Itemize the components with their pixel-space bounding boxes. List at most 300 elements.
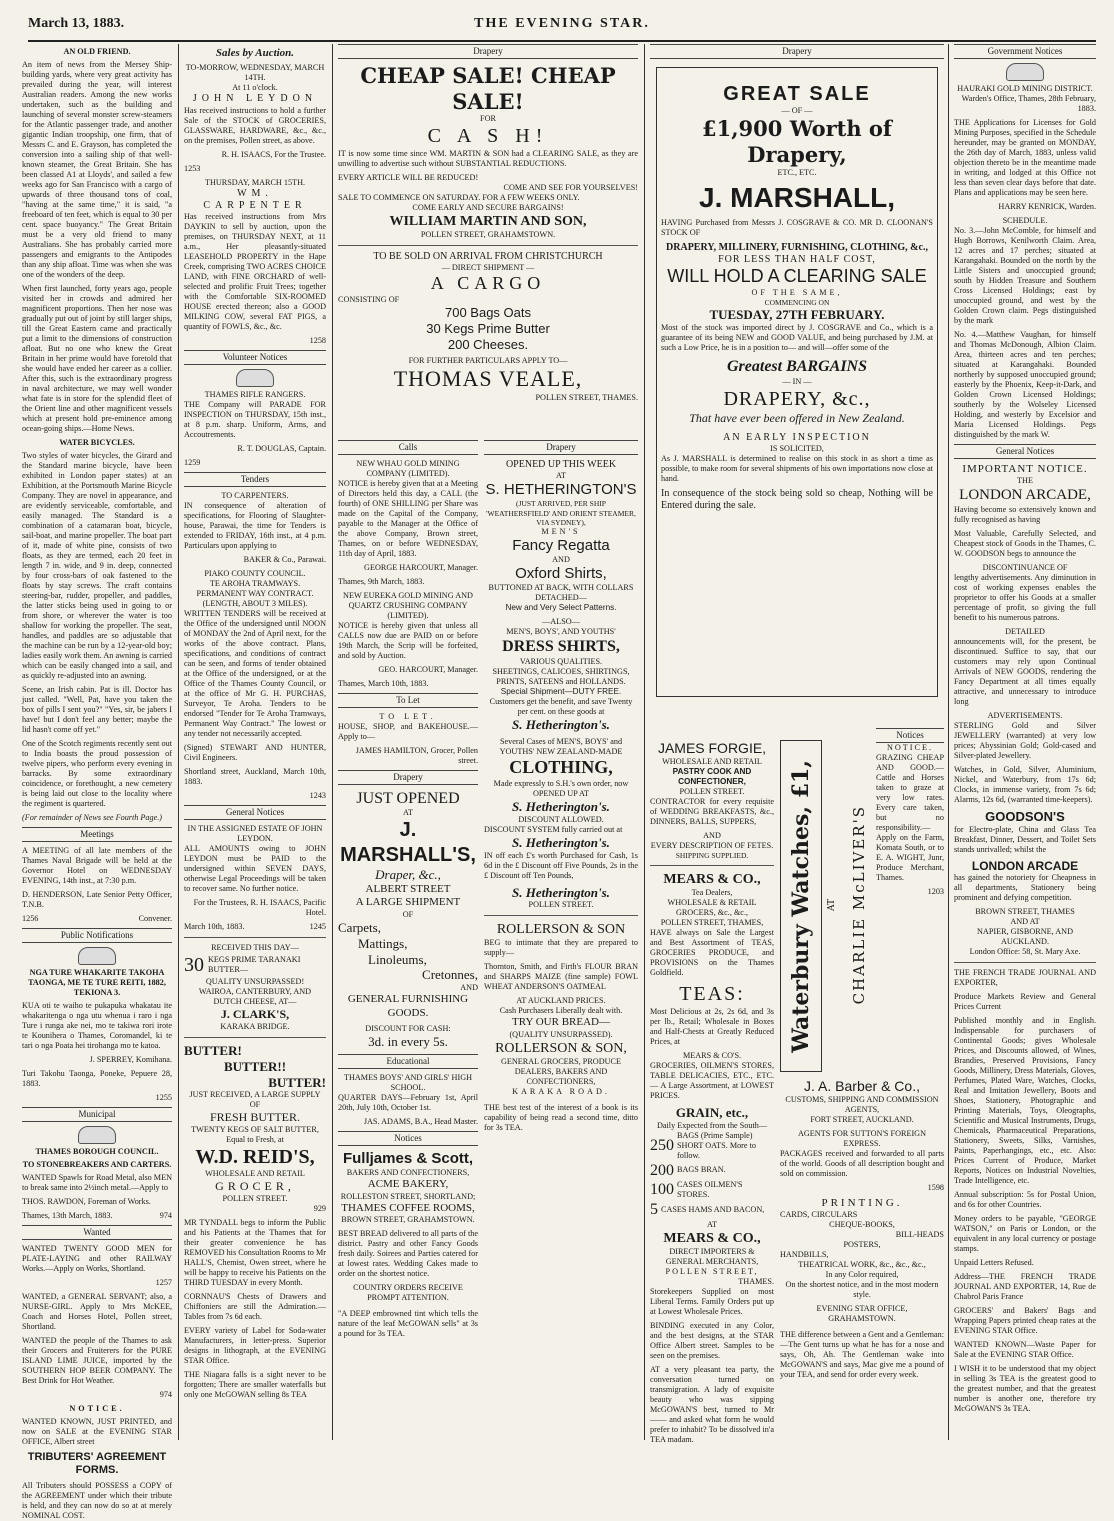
- ad-subtitle: TE AROHA TRAMWAYS.: [209, 578, 301, 588]
- ad-title: TRY OUR BREAD—: [512, 1016, 610, 1029]
- masthead: [28, 14, 1096, 42]
- ad-number: 1245: [309, 921, 326, 931]
- section-header: Educational: [338, 1054, 478, 1069]
- ad-text: SHIPPING SUPPLIED.: [675, 851, 749, 861]
- ad-date: Thames, March 10th, 1883.: [338, 678, 429, 688]
- ad-signature: (Signed) STEWART AND HUNTER, Civil Engineers.: [184, 742, 326, 762]
- ad-text: GROCERIES, OILMEN'S STORES, TABLE DELICACIES, ETC., ETC.— A Large Assortment, at LOWEST PRICES.: [650, 1060, 774, 1100]
- ad-title: TEAS:: [679, 983, 745, 1006]
- ad-text: As J. MARSHALL is determined to realise on this stock in as short a time as possible, to make room for several shipments of his own importations now close at hand.: [661, 453, 933, 483]
- ad-title: THAMES BOYS' AND GIRLS' HIGH SCHOOL.: [343, 1072, 473, 1092]
- ad-title: THE FRENCH TRADE JOURNAL AND EXPORTER,: [954, 968, 1096, 988]
- ad-text: lengthy advertisements. Any diminution in cost of working expenses enables the proprietor to offer his Goods at a smaller percentage of profit, so giving the full benefit to his numerous patrons.: [954, 572, 1096, 622]
- ad-text: for Electro-plate, China and Glass Tea Breakfast, Dinner, Dessert, and Toilet Sets stands unrivalled; whilst the: [954, 824, 1096, 854]
- ad-text: WANTED KNOWN, JUST PRINTED, and now on SALE at the EVENING STAR OFFICE, Albert street: [22, 1416, 172, 1446]
- ad-signature: JAS. ADAMS, B.A., Head Master.: [363, 1116, 478, 1126]
- ad-place: GRAHAMSTOWN.: [828, 1314, 896, 1324]
- ad-title: A CARGO: [430, 272, 546, 293]
- ad-text: Has received instructions from Mrs DAYKIN to sell by auction, upon the premises, on THURSDAY NEXT, at 11 a.m., Her pleasantly-situated LEASEHOLD PROPERTY in the Hape Creek, comprising TWO ACRES CHOICE LAND, with FINE ORCHARD of well-selected and prolific Fruit Trees; together with the Comfortable SIX-ROOMED HOUSE erected thereon; also a GOOD MILKING COW, several FAT PIGS, a quantity of FOWLS, &c., &c.: [184, 211, 326, 331]
- ad-number: 1243: [309, 790, 326, 800]
- ad-text: DISCOUNT ALLOWED.: [518, 814, 604, 824]
- ad-subtitle: Tea Dealers,: [691, 888, 733, 898]
- goods-item: Cretonnes,: [422, 967, 478, 983]
- section-header: Public Notifications: [22, 928, 172, 943]
- ad-signature: GEO. HARCOURT, Manager.: [378, 664, 478, 674]
- ad-text: IN consequence of alteration of specifications, for Flooring of Slaughter-house, Parawai, the time for Tenders is extended to FRIDAY, 16th inst., at 4 p.m. Particulars upon applying to: [184, 500, 326, 550]
- ad-date: March 10th, 1883.: [184, 921, 245, 931]
- ad-title: DETAILED: [1005, 626, 1045, 636]
- great-sale-ad: [656, 67, 938, 697]
- merchant-name: S. HETHERINGTON'S: [485, 481, 637, 499]
- headline: AN OLD FRIEND.: [63, 47, 131, 56]
- ad-title: HAURAKI GOLD MINING DISTRICT.: [957, 83, 1093, 93]
- goods-item: Carpets,: [338, 919, 381, 935]
- ad-text: Thornton, Smith, and Firth's FLOUR BRAN and SHARPS MAIZE (fine sample) FOWL WHEAT ANDERSON'S OATMEAL: [484, 962, 638, 992]
- ad-text: AT: [706, 1219, 717, 1229]
- ad-place: NAPIER, GISBORNE, AND AUCKLAND.: [977, 927, 1073, 947]
- ad-place: POLLEN STREET,: [665, 1266, 759, 1276]
- ad-title: NEW WHAU GOLD MINING COMPANY (LIMITED).: [356, 458, 460, 478]
- ad-place: POLLEN STREET, THAMES.: [535, 393, 638, 403]
- ad-number: 1598: [927, 1183, 944, 1193]
- ad-subtitle: WHOLESALE AND RETAIL: [662, 757, 762, 767]
- ad-text: EVERY DESCRIPTION OF FETES.: [650, 841, 774, 851]
- ad-text: CONSISTING OF: [338, 294, 400, 304]
- ad-text: DISCOUNT SYSTEM fully carried out at: [484, 824, 623, 834]
- ad-signature: R. T. DOUGLAS, Captain.: [237, 443, 326, 453]
- ad-title: TO LET.: [379, 711, 437, 721]
- merchant-name: GOODSON'S: [985, 808, 1065, 824]
- ad-title: GENERAL FURNISHING GOODS.: [347, 993, 469, 1019]
- ad-title: GREAT SALE: [723, 82, 871, 105]
- ad-text: COME AND SEE FOR YOURSELVES!: [503, 182, 638, 192]
- merchant-name: MEARS & CO.,: [663, 872, 761, 888]
- stock-qty: 250: [650, 1136, 674, 1154]
- ad-text: HAVE always on Sale the Largest and Best Assortment of TEAS, GROCERIES PRODUCE, and PROVISIONS on the Thames Goldfield.: [650, 928, 774, 978]
- ad-text: NOTICE is hereby given that at a Meeting of Directors held this day, a CALL (the fourth) of ONE SHILLING per Share was made on the Capital of the Company, payable to the Manager at the Office of the above Company, Brown street, Thames, on or before WEDNESDAY, 11th day of April, 1883.: [338, 478, 478, 558]
- merchant-name: LONDON ARCADE: [971, 858, 1079, 873]
- ad-signature: J. SPERREY, Komihana.: [89, 1054, 172, 1064]
- ad-title: DISCONTINUANCE OF: [982, 562, 1068, 572]
- ad-number: 30: [184, 953, 204, 976]
- ad-text: No. 4.—Matthew Vaughan, for himself and Thomas McDonough, Albion Claim. Area, thirteen acres and ten perches; situated at Karangahaki. Bounded northerly by supposed unoccupied ground; easterly by the Phoenix, Keep-it-Dark, and Golden Crown Licensed Holdings; southerly by the Wolseley Licensed Holding, and westerly by Excelsior and Maria Licensed Holdings. Pegs distinguished by the mark W.: [954, 329, 1096, 439]
- stock-item: BAGS (Prime Sample) SHORT OATS. More to follow.: [677, 1130, 756, 1160]
- stock-item: CASES HAMS AND BACON,: [661, 1204, 765, 1214]
- ad-place: THAMES.: [738, 1276, 774, 1286]
- ad-title: NOTICE.: [886, 742, 934, 752]
- ad-text: Cash Purchasers Liberally dealt with.: [499, 1006, 623, 1016]
- stock-item: BAGS BRAN.: [677, 1165, 726, 1175]
- merchant-name: MEARS & CO.,: [663, 1230, 761, 1246]
- merchant-name: S. Hetherington's.: [512, 798, 610, 814]
- ad-text: — DIRECT SHIPMENT —: [441, 262, 535, 272]
- ad-title: THAMES RIFLE RANGERS.: [204, 389, 306, 399]
- ad-text: AT: [555, 471, 566, 481]
- ad-title: RECEIVED THIS DAY—: [211, 942, 299, 952]
- ad-subtitle: (LENGTH, ABOUT 3 MILES).: [202, 598, 308, 608]
- ad-title: PASTRY COOK AND CONFECTIONER,: [672, 767, 752, 787]
- ad-title: C A S H!: [427, 125, 549, 148]
- merchant-name: ROLLERSON & SON,: [495, 1040, 627, 1056]
- ad-text: Has received instructions to hold a further Sale of the STOCK of GROCERIES, GLASSWARE, HARDWARE, &c., &c., on the premises, Pollen street, as above.: [184, 105, 326, 145]
- merchant-name: ROLLERSON & SON: [496, 922, 626, 938]
- column-6: [954, 44, 1096, 1440]
- ad-signature: D. HENDERSON, Late Senior Petty Officer, T.N.B.: [22, 889, 172, 909]
- section-header: Government Notices: [954, 44, 1096, 59]
- ad-text: NOTICE is hereby given that unless all CALLS now due are PAID on or before 19th March, the Scrip will be forfeited, and sold by Auction.: [338, 620, 478, 660]
- merchant-name: THOMAS VEALE,: [393, 366, 583, 392]
- section-header: Wanted: [22, 1225, 172, 1240]
- crest-icon: [78, 947, 116, 965]
- ad-subtitle: DIRECT IMPORTERS & GENERAL MERCHANTS,: [665, 1246, 759, 1266]
- divider: [954, 962, 1096, 963]
- ad-title: £1,900 Worth of Drapery,: [702, 116, 892, 167]
- ad-text: WANTED TWENTY GOOD MEN for PLATE-LAYING and other RAILWAY Works.—Apply on Works, Shortland.: [22, 1243, 172, 1273]
- ad-title: DRAPERY, MILLINERY, FURNISHING, CLOTHING, &c.,: [666, 241, 928, 253]
- ad-text: — IN —: [782, 376, 812, 386]
- stock-qty: 100: [650, 1181, 674, 1199]
- ad-text: Most Valuable, Carefully Selected, and Cheapest stock of Goods in the Thames, C. W. GOODSON begs to announce the: [954, 528, 1096, 558]
- section-header: To Let: [338, 693, 478, 708]
- ad-text: Storekeepers Supplied on most Liberal Terms. Family Orders put up at Lowest Wholesale Prices.: [650, 1286, 774, 1316]
- ad-text: TO BE SOLD ON ARRIVAL FROM CHRISTCHURCH: [373, 250, 603, 262]
- ad-text: WANTED Spawls for Road Metal, also MEN to break same into 2½inch metal.—Apply to: [22, 1172, 172, 1192]
- ad-text: FOR LESS THAN HALF COST,: [718, 253, 876, 265]
- ad-text: announcements will, for the present, be discontinued. Suffice to say, that our customers may rely upon Continual Arrivals of NEW GOODS, rendering the Fancy Department at all times equally attractive, and unnecessary to introduce long: [954, 636, 1096, 706]
- column-2: [184, 44, 326, 1440]
- column-rule: [332, 44, 333, 1440]
- ad-number: 974: [159, 1210, 172, 1220]
- ad-date: THURSDAY, MARCH 15TH.: [204, 177, 306, 187]
- ad-text: Address—THE FRENCH TRADE JOURNAL AND EXPORTER, 14, Rue de Chabrol Paris France: [954, 1272, 1096, 1302]
- column-5a: [650, 740, 774, 1444]
- ad-text: PACKAGES received and forwarded to all parts of the world. Goods of all description bought and sold on commission.: [780, 1149, 944, 1179]
- column-rule: [948, 44, 949, 1440]
- ad-text: THE Niagara falls is a sight never to be forgotten; There are smaller waterfalls but only one McGOWAN selling 8s TEA: [184, 1370, 326, 1400]
- ad-text: WRITTEN TENDERS will be received at the Office of the undersigned until NOON of MONDAY the 2nd of April next, for the works of the above contract. Plans, specifications, and conditions of contract can be seen, and forms of tender obtained at the Office of the undersigned, or at the Office of the Thames County Council, or at the office of Mr G. H. PURCHAS, Surveyor, Te Aroha. Tenders to be endorsed "Tender for Te Aroha Tramways, Permanent Way Contract." The lowest or any tender not necessarily accepted.: [184, 608, 326, 738]
- merchant-name: J. MARSHALL'S,: [340, 819, 476, 866]
- divider: [338, 245, 638, 246]
- section-header: Municipal: [22, 1107, 172, 1122]
- ad-text: — OF —: [781, 106, 813, 116]
- ad-text: Most Delicious at 2s, 2s 6d, and 3s per lb., Retail; Wholesale in Boxes and Half-Chests at Greatly Reduced Prices, at: [650, 1006, 774, 1046]
- ad-text: Daily Expected from the South—: [656, 1120, 768, 1130]
- divider: [184, 937, 326, 938]
- ad-text: AND: [552, 555, 570, 565]
- ad-text: Watches, in Gold, Silver, Aluminium, Nickel, and Waterbury, from 17s 6d; Clocks, in immense variety, from 7s 6d; Alarms, 12s 6d, (warranted time-keepers).: [954, 764, 1096, 804]
- ad-text: GRAZING CHEAP AND GOOD.— Cattle and Horses taken to graze at very low rates. Every care taken, but no responsibility.—Apply on the Farm, Komata South, or to E. A. WIGHT, Junr, Produce Merchant, Thames.: [876, 752, 944, 882]
- ad-text: THEATRICAL WORK, &c., &c., &c.,: [798, 1260, 926, 1270]
- ad-title: Fancy Regatta: [512, 536, 610, 554]
- ad-text: A LARGE SHIPMENT: [355, 896, 461, 909]
- ad-title: IN THE ASSIGNED ESTATE OF JOHN LEYDON.: [187, 823, 323, 843]
- ad-text: AT AUCKLAND PRICES.: [516, 996, 606, 1006]
- article-text: One of the Scotch regiments recently sent out to India boasts the proud possession of twelve pipers, who perform every evening in barracks. By some extraordinary coincidence, or forethought, a new cemetery is being laid out close to the locality where the regiment is quartered.: [22, 739, 172, 808]
- section-header: Volunteer Notices: [184, 350, 326, 365]
- ad-text: Customers get the benefit, and save Twenty per cent. on these goods at: [489, 696, 633, 716]
- ad-date: Thames, 9th March, 1883.: [338, 576, 425, 586]
- merchant-name: LONDON ARCADE,: [959, 487, 1091, 504]
- ad-text: EVERY variety of Label for Soda-water Manufacturers, in letter-press. Superior designs in lithograph, at the EVENING STAR Office.: [184, 1326, 326, 1366]
- ad-date: TO-MORROW, WEDNESDAY, MARCH 14TH.: [185, 63, 325, 83]
- auctioneer-name: JOHN LEYDON: [192, 93, 318, 105]
- ad-title: JUST OPENED: [356, 789, 460, 807]
- merchant-name: J. MARSHALL,: [699, 181, 895, 213]
- note: (For remainder of News see Fourth Page.): [22, 813, 162, 822]
- ad-subtitle: WHOLESALE & RETAIL GROCERS, &c., &c.,: [667, 898, 757, 918]
- ad-signature: R. H. ISAACS, For the Trustee.: [221, 149, 326, 159]
- ad-text: THE: [1017, 476, 1033, 486]
- section-header: Tenders: [184, 472, 326, 487]
- ad-title: THAMES COFFEE ROOMS,: [341, 1201, 475, 1214]
- ad-text: FOR FURTHER PARTICULARS APPLY TO—: [408, 356, 568, 366]
- ad-subtitle: PERMANENT WAY CONTRACT.: [196, 588, 314, 598]
- ad-title: Greatest BARGAINS: [726, 358, 868, 376]
- ad-text: WANTED, a GENERAL SERVANT; also, a NURSE-GIRL. Apply to Mrs McKEE, Coach and Horses Hotel, Pollen street, Shortland.: [22, 1291, 172, 1331]
- ad-signature: HARRY KENRICK, Warden.: [998, 201, 1096, 211]
- paper-title: THE EVENING STAR.: [474, 16, 650, 31]
- merchant-name: CHARLIE McLIVER'S: [849, 805, 868, 1005]
- ad-text: POSTERS,: [843, 1240, 881, 1250]
- section-header: Notices: [876, 728, 944, 743]
- section-header: Drapery: [650, 44, 944, 59]
- ad-place: Turi Takohu Taonga, Poneke, Pepuere 28, 1883.: [22, 1068, 172, 1088]
- column-3-top: [338, 44, 638, 439]
- ad-title: ADVERTISEMENTS.: [987, 710, 1063, 720]
- ad-text: AND: [460, 983, 478, 993]
- column-3a: [338, 440, 478, 1440]
- ad-text: IT is now some time since WM. MARTIN & SON had a CLEARING SALE, as they are unwilling to advertise such without SUBSTANTIAL REDUCTIONS.: [338, 148, 638, 168]
- ad-number: 1203: [927, 886, 944, 896]
- ad-text: Annual subscription: 5s for Postal Union, and 6s for other Countries.: [954, 1190, 1096, 1210]
- ad-text: New and Very Select Patterns.: [505, 603, 617, 613]
- ad-subtitle: BAKERS AND CONFECTIONERS,: [346, 1168, 470, 1178]
- ad-text: KUA oti te waiho te pukapuka whakatau ite whakaritenga o nga utu whenua i raro i nga Ture i runga ake nei, mo te takiwa rori irote te Kounihera o Thames, Coromandel, ki te tari o nga Poata hei tirohanga mo te katoa.: [22, 1000, 172, 1050]
- ad-place: POLLEN STREET.: [528, 900, 594, 910]
- divider: [484, 915, 638, 916]
- goods-item: Linoleums,: [368, 951, 427, 967]
- ad-text: No. 3.—John McComble, for himself and Hugh Borrows, Kenilworth Claim. Area, 12 acres and 17 perches; situated at Karangahaki. Bounded on the north by the Little Sisters and unoccupied ground; south by Hidden Treasure and Southern Cross Licensed Holdings; east by unoccupied ground, and west by the Golden Crown claim. Pegs distinguished by the mark: [954, 225, 1096, 325]
- ad-date: Thames, 13th March, 1883.: [22, 1210, 113, 1220]
- ad-text: GROCERS' and Bakers' Bags and Wrapping Papers printed cheap rates at the EVENING STAR Office.: [954, 1306, 1096, 1336]
- ad-text: IN off each £'s worth Purchased for Cash, 1s 6d in the £ Discount off Five Pounds, 2s in the £ Discount off Ten Pounds,: [484, 850, 638, 880]
- ad-signature: For the Trustees, R. H. ISAACS, Pacific Hotel.: [193, 897, 326, 917]
- ad-subtitle: CUSTOMS, SHIPPING AND COMMISSION AGENTS,: [785, 1095, 939, 1115]
- article-text: Two styles of water bicycles, the Girard and the Standard marine bicycle, have been exhibited in London paper states) at an Exhibition, at the Portsmouth Marine Bicycle Company. They are novel in appearance, and are evidently serviceable, comfortable, and easily managed. The Standard is a combination of a catamaran boat, bicycle, sail-boat, and marine propeller. The boat part of it, made of white pine, consists of two floats, as they are termed, each 20 feet in length 7 in. wide, and 9 in. deep, connected by four cross-bars of oak fastened to the floats by stay screws. The craft contains steering-bar, rudder, propeller, and paddles, the latter sticks being used in going to or from shore, or wherever the water is too shallow for working the propeller. The seat, handles, and paddles are so adjustable that the machine can be run by a 12-year-old boy; ladies easily work them. An awning is carried which can be easily changed into a sail, and as quickly re-adjusted into an awning.: [22, 451, 172, 680]
- ad-number: 974: [159, 1389, 172, 1399]
- ad-title: EVENING STAR OFFICE,: [816, 1304, 908, 1314]
- merchant-name: W.D. REID'S,: [195, 1146, 315, 1169]
- headline: WATER BICYCLES.: [59, 438, 135, 447]
- ad-text: That have ever been offered in New Zealand.: [689, 410, 905, 425]
- ad-signature: THOS. RAWDON, Foreman of Works.: [22, 1196, 151, 1206]
- ad-title: NGA TURE WHAKARITE TAKOHA TAONGA, ME TE TURE REITI, 1882, TEKIONA 3.: [28, 967, 166, 997]
- ad-text: Published monthly and in English. Indispensable for purchasers of Continental Goods; gives Wholesale Prices, and Discounts allowed, of Wines, Brandies, Preserved Provisions, Fancy Goods, Millinery, Dress Materials, Gloves, Perfumes, Plated Ware, Watches, Clocks, Real and Imitation Jewellery, Boots and Shoes, Stationery, Photographic and Printing Materials, Toys, Oleographs, Scientific and Musical Instruments, Drugs, Chemicals, Pharmaceutical Preparations, Stationery, Sweets, Silks, Varnishes, Paints, Paperhangings, etc., etc. Also: Prices Current of Produce, Market Reports, Notices on Industrial Novelties, Trade Intelligence, etc.: [954, 1016, 1096, 1186]
- issue-date: March 13, 1883.: [28, 16, 125, 31]
- ad-text: Money orders to be payable, "GEORGE WATSON," on Paris or London, or the equivalent in any local currency or postage stamps.: [954, 1214, 1096, 1254]
- ad-title: CHEAP SALE! CHEAP SALE!: [360, 62, 616, 114]
- ad-text: HAVING Purchased from Messrs J. COSGRAVE & CO. MR D. CLOONAN'S STOCK OF: [661, 217, 933, 237]
- column-rule: [178, 44, 179, 1440]
- section-header: Calls: [338, 440, 478, 455]
- crest-icon: [1006, 63, 1044, 81]
- ad-title: GRAIN, etc.,: [675, 1104, 749, 1120]
- ad-text: BINDING executed in any Color, and the best designs, at the STAR Office Albert street. Samples to be seen on the premises.: [650, 1320, 774, 1360]
- ad-number: 1259: [184, 457, 201, 467]
- ad-time: At 11 o'clock.: [232, 83, 278, 93]
- merchant-name: S. Hetherington's.: [512, 716, 610, 732]
- ad-text: AT: [826, 898, 837, 911]
- ad-text: "A DEEP embrowned tint which tells the nature of the leaf McGOWAN sells" at 3s a pound for 3s TEA.: [338, 1309, 478, 1339]
- section-header: Drapery: [338, 44, 638, 59]
- article-text: Scene, an Irish cabin. Pat is ill. Doctor has just called. "Well, Pat, have you taken the box of pills I sent you?" "Yes, sir, be jabers I have! but I don't feel any better; maybe the lid hasn't come off yet.": [22, 685, 172, 734]
- divider: [184, 1037, 326, 1038]
- ad-text: AN EARLY INSPECTION: [723, 431, 871, 443]
- notices-block: [780, 728, 944, 1072]
- cargo-item: 700 Bags Oats: [445, 304, 531, 320]
- ad-subtitle: GENERAL GROCERS, PRODUCE DEALERS, BAKERS AND CONFECTIONERS,: [500, 1056, 622, 1086]
- section-header: Meetings: [22, 827, 172, 842]
- ad-text: AND: [703, 831, 721, 841]
- ad-text: SALE TO COMMENCE ON SATURDAY. FOR A FEW WEEKS ONLY.: [338, 192, 580, 202]
- ad-text: CARDS, CIRCULARS: [780, 1210, 858, 1220]
- ad-text: Special Shipment—DUTY FREE.: [500, 686, 622, 696]
- ad-subtitle: WHOLESALE AND RETAIL: [205, 1169, 305, 1179]
- ad-text: BILL-HEADS: [895, 1230, 944, 1240]
- ad-title: BUTTER!: [268, 1074, 326, 1090]
- ad-text: WANTED the people of the Thames to ask their Grocers and Fruiterers for the PURE ISLAND LIME JUICE, imported by the SOUTHERN HOP BEER COMPANY. The Best Drink for Hot Weather.: [22, 1335, 172, 1385]
- stock-item: CASES OILMEN'S STORES.: [677, 1180, 743, 1200]
- ad-text: CHEQUE-BOOKS,: [829, 1220, 895, 1230]
- ad-text: Made expressly to S.H.'s own order, now OPENED UP AT: [493, 778, 629, 798]
- merchant-name: WILLIAM MARTIN AND SON,: [389, 213, 587, 229]
- merchant-name: MEARS & CO'S.: [682, 1050, 742, 1060]
- ad-text: ALL AMOUNTS owing to JOHN LEYDON must be PAID to the undersigned within SEVEN DAYS, otherwise Legal Proceedings will be taken to recover same. No further notice.: [184, 843, 326, 893]
- ad-text: OF: [402, 909, 414, 919]
- ad-text: QUALITY UNSURPASSED!: [205, 977, 305, 987]
- ad-text: All Tributers should POSSESS a COPY of the AGREEMENT under which their tribute is held, and they can now do so at at merely NOMINAL COST.: [22, 1480, 172, 1520]
- ad-title: FRESH BUTTER.: [209, 1110, 300, 1125]
- section-header: General Notices: [184, 805, 326, 820]
- ad-text: QUARTER DAYS—February 1st, April 20th, July 10th, October 1st.: [338, 1092, 478, 1112]
- ad-text: —ALSO—: [542, 617, 580, 627]
- ad-title: PRINTING.: [821, 1197, 903, 1210]
- ad-text: A MEETING of all late members of the Thames Naval Brigade will be held at the Governor Hotel on WEDNESDAY EVENING, 14th inst., at 7:30 p.m.: [22, 845, 172, 885]
- ad-text: WAIROA, CANTERBURY, AND DUTCH CHEESE, AT—: [198, 987, 312, 1007]
- ad-title: PIAKO COUNTY COUNCIL.: [204, 568, 306, 578]
- column-4: [484, 440, 638, 1440]
- ad-text: AT a very pleasant tea party, the conversation turned on transmigration. A lady of exquisite beauty who was sipping McGOWAN'S best, turned to Mr —— and asked what form he would prefer to inhabit? To be dissolved in'a TEA madam.: [650, 1364, 774, 1444]
- ad-text: CORNNAU'S Chests of Drawers and Chiffoniers are still the Admiration.—Tables from 7s 6d each.: [184, 1292, 326, 1322]
- ad-text: MEN'S, BOYS', AND YOUTHS': [506, 627, 616, 637]
- ad-text: THE difference between a Gent and a Gentleman:—The Gent turns up what he has for a nose and says, Oh, Ah. The Gentleman wake into McGOWAN'S and says, Mac give me a pound of your TEA, and send for order every week.: [780, 1330, 944, 1380]
- ad-title: TO CARPENTERS.: [221, 490, 289, 500]
- ad-text: AT: [402, 808, 413, 818]
- ad-date: TUESDAY, 27TH FEBRUARY.: [709, 307, 885, 323]
- ad-number: 1258: [309, 335, 326, 345]
- ad-title: SCHEDULE.: [1002, 215, 1048, 225]
- ad-title: TRIBUTERS' AGREEMENT FORMS.: [27, 1450, 167, 1477]
- ad-text: AND AT: [1010, 917, 1040, 927]
- ad-text: KEGS PRIME TARANAKI BUTTER—: [208, 955, 301, 975]
- ad-place: Shortland street, Auckland, March 10th, 1883.: [184, 766, 326, 786]
- merchant-name: J. CLARK'S,: [220, 1007, 290, 1022]
- ad-place: KARAKA ROAD.: [512, 1086, 610, 1096]
- ad-text: BEST BREAD delivered to all parts of the district. Pastry and other Fancy Goods fresh daily. Soirees and Parties catered for at lowest rates. Wedding Cakes made to order on the shortest notice.: [338, 1229, 478, 1279]
- ad-text: I WISH it to be understood that my object in selling 3s TEA is the greatest good to the greatest number, and that the greatest number is another one, therefore try McGOWAN'S 3s TEA.: [954, 1364, 1096, 1414]
- ad-text: In consequence of the stock being sold so cheap, Nothing will be Entered during the sale.: [661, 487, 933, 511]
- ad-title: NEW EUREKA GOLD MINING AND QUARTZ CRUSHING COMPANY (LIMITED).: [343, 590, 473, 620]
- ad-place: London Office: 58, St. Mary Axe.: [969, 947, 1081, 957]
- cargo-item: 30 Kegs Prime Butter: [426, 320, 550, 336]
- column-1: [22, 44, 172, 1520]
- ad-signature: JAMES HAMILTON, Grocer, Pollen street.: [355, 745, 478, 765]
- ad-text: (QUALITY UNSURPASSED).: [509, 1029, 613, 1039]
- ad-number: 1257: [155, 1277, 172, 1287]
- ad-text: (JUST ARRIVED, PER SHIP 'WEATHERSFIELD' AND ORIENT STEAMER, VIA SYDNEY),: [486, 499, 636, 527]
- ad-text: ETC., ETC.: [777, 167, 817, 177]
- merchant-name: Fulljames & Scott,: [342, 1149, 474, 1167]
- ad-text: Unpaid Letters Refused.: [954, 1258, 1034, 1268]
- ad-place: ALBERT STREET: [365, 883, 451, 896]
- divider: [650, 865, 774, 866]
- ad-text: DISCOUNT FOR CASH:: [365, 1024, 451, 1034]
- ad-text: Several Cases of MEN'S, BOYS' and YOUTHS' NEW ZEALAND-MADE: [499, 736, 623, 756]
- ad-text: BEG to intimate that they are prepared to supply—: [484, 938, 638, 958]
- column-5-top: [650, 44, 944, 744]
- ad-text: HANDBILLS,: [780, 1250, 829, 1260]
- ad-text: has gained the notoriety for Cheapness in all departments, Stationery being prominent and defying competition.: [954, 873, 1096, 903]
- merchant-name: S. Hetherington's.: [512, 884, 610, 900]
- article-text: When first launched, forty years ago, people visited her in crowds and admired her magnificent proportions. Then her nose was gradually put out of joint by still larger ships, till the Great Eastern came and practically put a limit to the dimensions of construction afloat. But no one who knew the Great Britain in her prime would have foretold that she would have ended her career as a collier. After this, such is the extraordinary progress in naval architecture, we may well wonder what fate is in store for the splendid fleet of the Orient line and other magnificent vessels which at present hold pre-eminence among ocean-going ships.—Home News.: [22, 284, 172, 433]
- ad-title: WILL HOLD A CLEARING SALE: [667, 266, 927, 287]
- ad-text: EVERY ARTICLE WILL BE REDUCED!: [338, 172, 479, 182]
- crest-icon: [78, 1126, 116, 1144]
- ad-title: Oxford Shirts,: [515, 565, 607, 583]
- ad-text: STERLING Gold and Silver JEWELLERY (warranted) at very low prices; Abyssinian Gold; Gold-cased and Silver-plated Jewellery.: [954, 720, 1096, 760]
- ad-text: COME EARLY AND SECURE BARGAINS!: [412, 202, 564, 212]
- ad-number: 1255: [155, 1092, 172, 1102]
- ad-subtitle: Draper, &c.,: [375, 867, 441, 883]
- column-5c: [780, 1078, 944, 1440]
- ad-title: DRESS SHIRTS,: [502, 638, 620, 656]
- ad-text: Having become so extensively known and fully recognised as having: [954, 504, 1096, 524]
- ad-subtitle: Produce Markets Review and General Prices Current: [954, 992, 1096, 1012]
- ad-title: DRAPERY, &c.,: [723, 387, 871, 410]
- section-header: Sales by Auction.: [215, 47, 295, 59]
- ad-text: BUTTONED AT BACK, WITH COLLARS DETACHED—: [488, 583, 634, 603]
- ad-place: BROWN STREET, THAMES: [975, 907, 1075, 917]
- ad-title: IMPORTANT NOTICE.: [962, 462, 1088, 475]
- ad-signature: GEORGE HARCOURT, Manager.: [364, 562, 478, 572]
- section-header: General Notices: [954, 444, 1096, 459]
- ad-text: AGENTS FOR SUTTON'S FOREIGN EXPRESS.: [797, 1129, 927, 1149]
- ad-date: Warden's Office, Thames, 28th February, 1883.: [961, 93, 1096, 113]
- merchant-name: JAMES FORGIE,: [657, 740, 767, 756]
- ad-text: On the shortest notice, and in the most modern style.: [785, 1280, 939, 1300]
- ad-place: BROWN STREET, GRAHAMSTOWN.: [341, 1215, 475, 1225]
- ad-title: CLOTHING,: [509, 756, 613, 777]
- section-header: Notices: [338, 1131, 478, 1146]
- ad-text: THE best test of the interest of a book is its capability of being read a second time, ditto for 3s TEA.: [484, 1102, 638, 1132]
- ad-title: BUTTER!!: [223, 1058, 287, 1074]
- ad-number: 1256: [22, 913, 39, 923]
- ad-text: In any Color required,: [825, 1270, 899, 1280]
- stock-qty: 5: [650, 1201, 658, 1219]
- ad-text: WANTED KNOWN—Waste Paper for Sale at the EVENING STAR Office.: [954, 1340, 1096, 1360]
- merchant-name: S. Hetherington's.: [512, 834, 610, 850]
- cargo-item: 200 Cheeses.: [447, 336, 529, 352]
